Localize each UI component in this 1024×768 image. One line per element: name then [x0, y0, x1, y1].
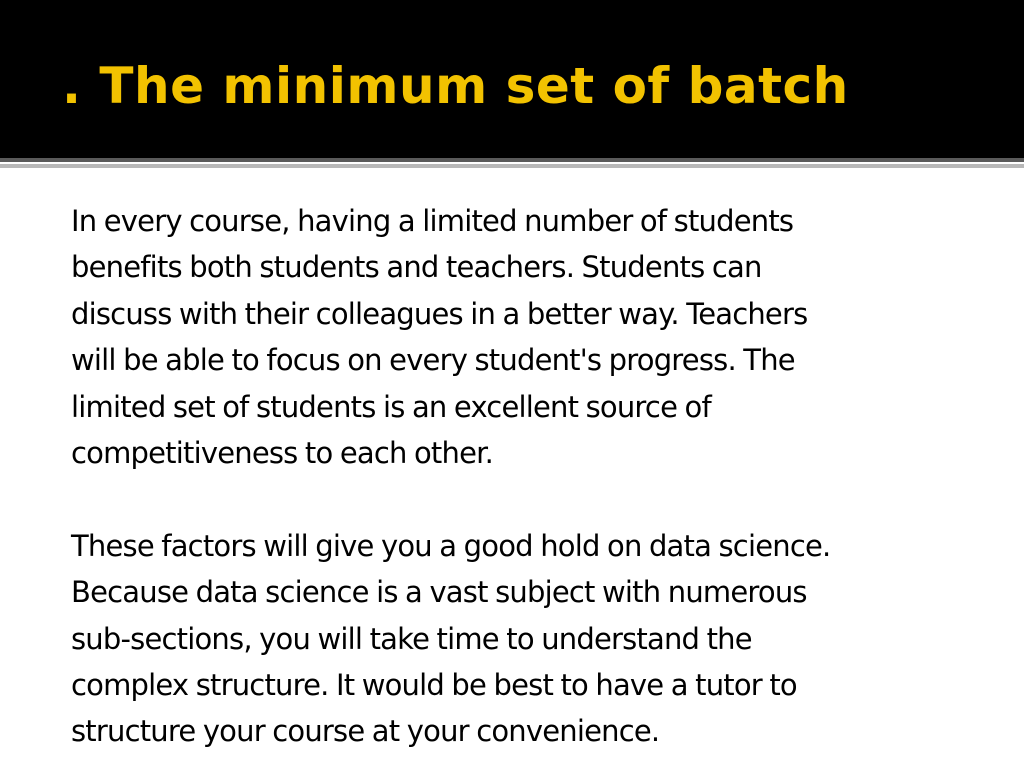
text-line: These factors will give you a good hold on data science.: [71, 528, 831, 563]
text-line: competitiveness to each other.: [71, 436, 494, 471]
title-divider-light: [0, 164, 1024, 168]
text-line: discuss with their colleagues in a better way. Teachers: [71, 296, 808, 331]
text-line: Because data science is a vast subject with numerous: [71, 575, 807, 610]
text-line: structure your course at your convenience.: [71, 714, 660, 749]
text-line: sub-sections, you will take time to understand the: [71, 621, 752, 656]
text-line: limited set of students is an excellent source of: [71, 389, 711, 424]
text-line: complex structure. It would be best to have a tutor to: [71, 668, 797, 703]
slide-title: . The minimum set of batch: [62, 57, 849, 115]
text-line: will be able to focus on every student's progress. The: [71, 343, 795, 378]
paragraph-gap: [71, 476, 971, 522]
text-line: benefits both students and teachers. Students can: [71, 250, 762, 285]
text-line: In every course, having a limited number of students: [71, 204, 794, 238]
title-divider-dark: [0, 158, 1024, 162]
title-bar: [0, 0, 1024, 158]
paragraph-2: [71, 523, 971, 755]
slide-body: [71, 198, 971, 755]
paragraph-1: [71, 198, 971, 476]
